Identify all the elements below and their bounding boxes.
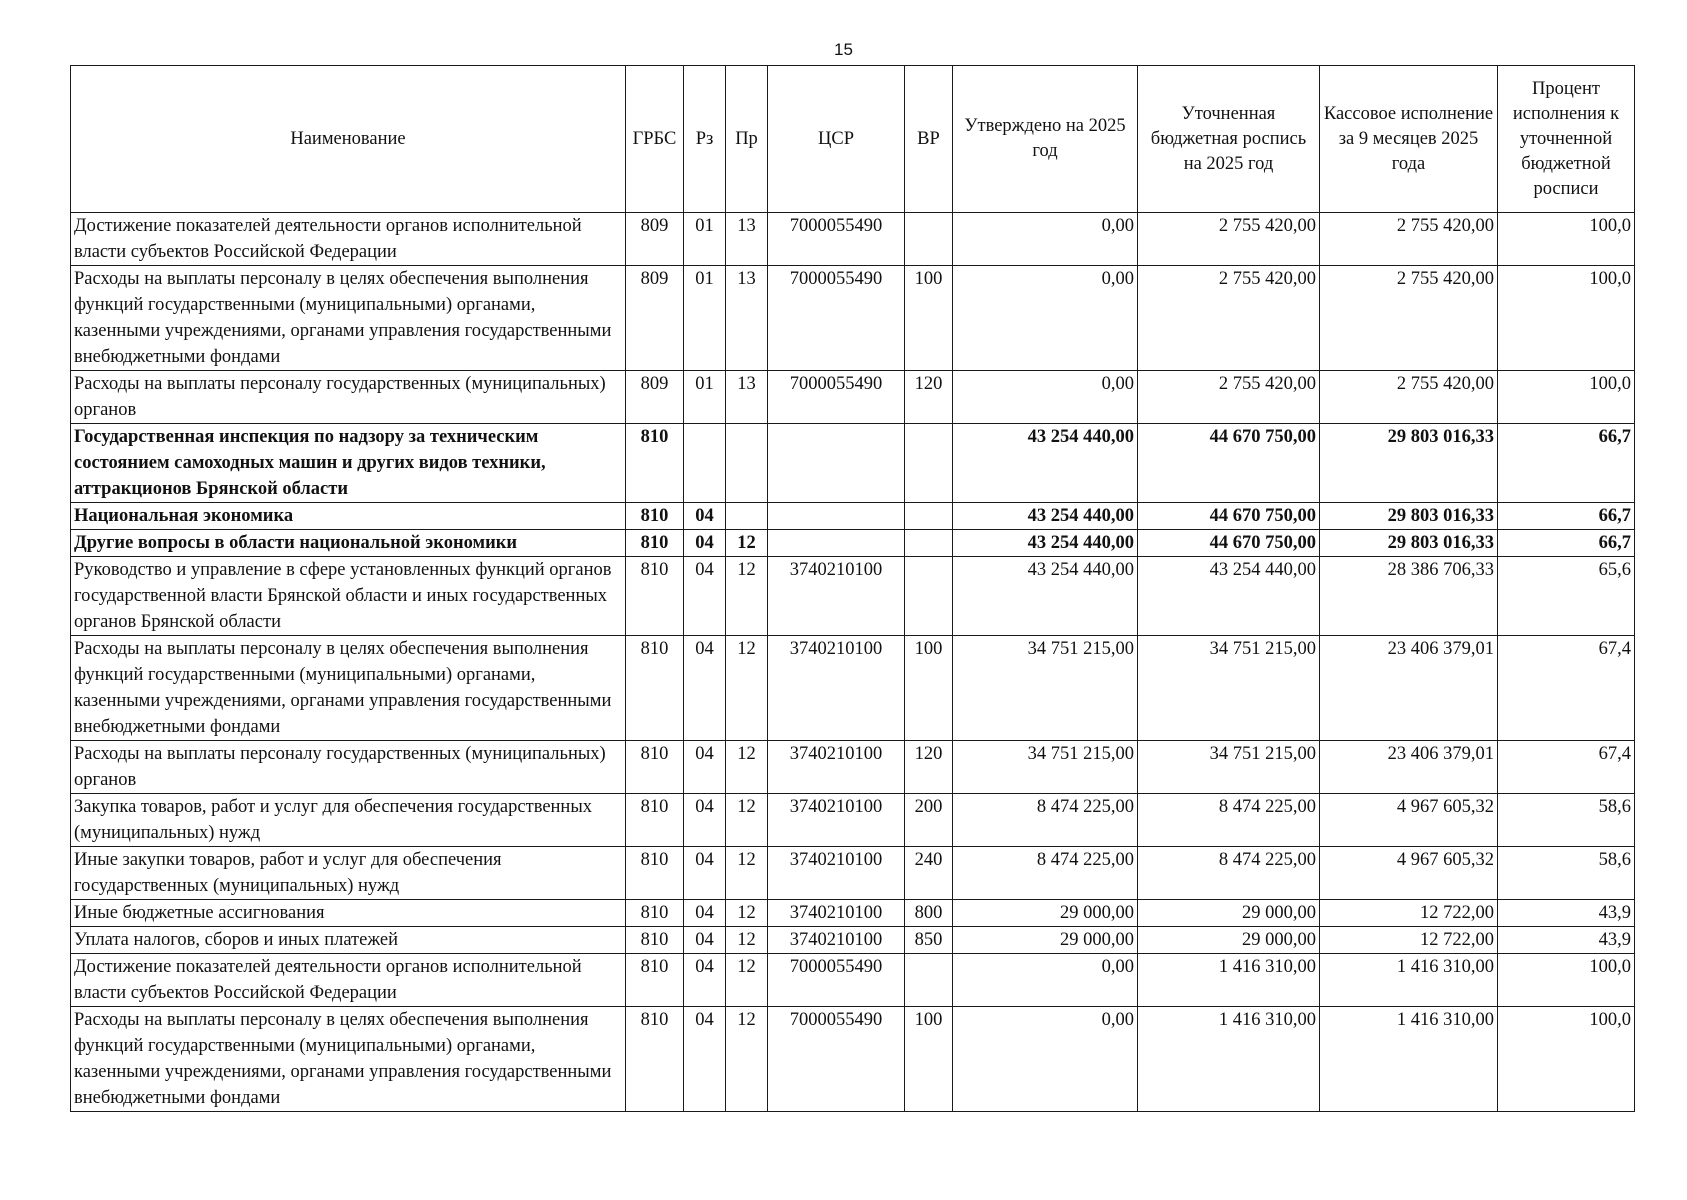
cell-rz: 01 [684,213,726,266]
cell-clarified: 44 670 750,00 [1138,424,1320,503]
header-clarified: Уточненная бюджетная роспись на 2025 год [1138,66,1320,213]
cell-csr: 3740210100 [768,794,905,847]
cell-grbs: 810 [626,636,684,741]
cell-name: Закупка товаров, работ и услуг для обеспечения государственных (муниципальных) нужд [71,794,626,847]
cell-grbs: 810 [626,557,684,636]
cell-pr: 12 [726,847,768,900]
cell-approved: 43 254 440,00 [953,424,1138,503]
cell-pr: 12 [726,1007,768,1112]
cell-csr: 7000055490 [768,371,905,424]
cell-vr [905,557,953,636]
cell-pr [726,424,768,503]
cell-csr: 7000055490 [768,266,905,371]
cell-csr: 7000055490 [768,954,905,1007]
table-header-row [71,66,1635,213]
cell-name: Руководство и управление в сфере установленных функций органов государственной власти Брянской области и иных государственных органов Брянской области [71,557,626,636]
cell-csr: 3740210100 [768,741,905,794]
cell-clarified: 1 416 310,00 [1138,1007,1320,1112]
cell-grbs: 810 [626,1007,684,1112]
cell-approved: 0,00 [953,371,1138,424]
cell-vr [905,954,953,1007]
cell-vr: 240 [905,847,953,900]
cell-rz: 04 [684,530,726,557]
cell-percent: 67,4 [1498,636,1635,741]
cell-pr: 13 [726,266,768,371]
cell-clarified: 8 474 225,00 [1138,847,1320,900]
header-grbs: ГРБС [626,66,684,213]
cell-approved: 34 751 215,00 [953,741,1138,794]
cell-csr: 7000055490 [768,213,905,266]
cell-name: Достижение показателей деятельности органов исполнительной власти субъектов Российской Федерации [71,954,626,1007]
cell-percent: 65,6 [1498,557,1635,636]
cell-percent: 43,9 [1498,927,1635,954]
cell-vr: 100 [905,636,953,741]
cell-vr [905,530,953,557]
cell-rz: 04 [684,954,726,1007]
cell-rz: 04 [684,900,726,927]
cell-approved: 0,00 [953,213,1138,266]
cell-csr: 3740210100 [768,847,905,900]
cell-pr: 13 [726,213,768,266]
cell-clarified: 2 755 420,00 [1138,266,1320,371]
cell-csr [768,503,905,530]
cell-grbs: 809 [626,213,684,266]
cell-percent: 100,0 [1498,266,1635,371]
cell-name: Расходы на выплаты персоналу в целях обеспечения выполнения функций государственными (муниципальными) органами, казенными учреждениями, органами управления государственными внебюджетными фондами [71,1007,626,1112]
cell-name: Расходы на выплаты персоналу государственных (муниципальных) органов [71,741,626,794]
header-approved: Утверждено на 2025 год [953,66,1138,213]
cell-csr: 3740210100 [768,927,905,954]
cell-vr: 100 [905,266,953,371]
header-rz: Рз [684,66,726,213]
cell-csr: 3740210100 [768,636,905,741]
cell-rz [684,424,726,503]
header-name: Наименование [71,66,626,213]
cell-cash: 28 386 706,33 [1320,557,1498,636]
cell-name: Достижение показателей деятельности органов исполнительной власти субъектов Российской Федерации [71,213,626,266]
cell-rz: 01 [684,266,726,371]
header-percent: Процент исполнения к уточненной бюджетной росписи [1498,66,1635,213]
cell-name: Расходы на выплаты персоналу в целях обеспечения выполнения функций государственными (муниципальными) органами, казенными учреждениями, органами управления государственными внебюджетными фондами [71,636,626,741]
header-pr: Пр [726,66,768,213]
cell-vr: 800 [905,900,953,927]
cell-grbs: 810 [626,847,684,900]
cell-percent: 66,7 [1498,530,1635,557]
cell-cash: 23 406 379,01 [1320,741,1498,794]
cell-grbs: 810 [626,900,684,927]
cell-vr: 120 [905,371,953,424]
cell-rz: 04 [684,557,726,636]
table-row [71,266,1635,371]
cell-rz: 04 [684,503,726,530]
cell-grbs: 810 [626,927,684,954]
cell-cash: 1 416 310,00 [1320,954,1498,1007]
cell-approved: 43 254 440,00 [953,530,1138,557]
cell-approved: 0,00 [953,266,1138,371]
cell-percent: 66,7 [1498,503,1635,530]
cell-clarified: 44 670 750,00 [1138,503,1320,530]
table-row [71,741,1635,794]
cell-csr: 3740210100 [768,557,905,636]
cell-name: Иные бюджетные ассигнования [71,900,626,927]
table-row [71,954,1635,1007]
cell-grbs: 809 [626,371,684,424]
table-row [71,557,1635,636]
cell-cash: 1 416 310,00 [1320,1007,1498,1112]
cell-cash: 2 755 420,00 [1320,266,1498,371]
cell-name: Расходы на выплаты персоналу государственных (муниципальных) органов [71,371,626,424]
cell-percent: 100,0 [1498,1007,1635,1112]
cell-grbs: 809 [626,266,684,371]
cell-rz: 04 [684,636,726,741]
cell-pr: 12 [726,636,768,741]
cell-clarified: 29 000,00 [1138,900,1320,927]
cell-approved: 43 254 440,00 [953,557,1138,636]
cell-cash: 2 755 420,00 [1320,213,1498,266]
cell-clarified: 2 755 420,00 [1138,213,1320,266]
cell-rz: 04 [684,927,726,954]
cell-pr: 12 [726,927,768,954]
table-row [71,794,1635,847]
cell-cash: 12 722,00 [1320,927,1498,954]
cell-cash: 23 406 379,01 [1320,636,1498,741]
cell-grbs: 810 [626,741,684,794]
cell-grbs: 810 [626,954,684,1007]
cell-cash: 2 755 420,00 [1320,371,1498,424]
cell-rz: 04 [684,847,726,900]
cell-vr: 120 [905,741,953,794]
cell-vr: 200 [905,794,953,847]
cell-approved: 0,00 [953,954,1138,1007]
table-row [71,636,1635,741]
cell-vr [905,424,953,503]
table-row-total [71,530,1635,557]
cell-grbs: 810 [626,424,684,503]
header-cash: Кассовое исполнение за 9 месяцев 2025 года [1320,66,1498,213]
table-row-total [71,424,1635,503]
table-row [71,1007,1635,1112]
cell-pr: 12 [726,741,768,794]
cell-clarified: 34 751 215,00 [1138,636,1320,741]
cell-grbs: 810 [626,530,684,557]
cell-cash: 29 803 016,33 [1320,424,1498,503]
cell-pr: 13 [726,371,768,424]
cell-percent: 58,6 [1498,847,1635,900]
cell-vr: 100 [905,1007,953,1112]
cell-name: Государственная инспекция по надзору за техническим состоянием самоходных машин и других видов техники, аттракционов Брянской области [71,424,626,503]
cell-clarified: 29 000,00 [1138,927,1320,954]
cell-rz: 04 [684,794,726,847]
cell-name: Иные закупки товаров, работ и услуг для обеспечения государственных (муниципальных) нужд [71,847,626,900]
table-row [71,213,1635,266]
cell-approved: 29 000,00 [953,900,1138,927]
cell-csr: 7000055490 [768,1007,905,1112]
cell-csr [768,530,905,557]
header-csr: ЦСР [768,66,905,213]
cell-approved: 34 751 215,00 [953,636,1138,741]
cell-rz: 01 [684,371,726,424]
cell-rz: 04 [684,1007,726,1112]
page-number: 15 [834,40,853,59]
cell-percent: 67,4 [1498,741,1635,794]
cell-vr [905,503,953,530]
table-row [71,900,1635,927]
cell-cash: 29 803 016,33 [1320,503,1498,530]
cell-name: Национальная экономика [71,503,626,530]
cell-percent: 66,7 [1498,424,1635,503]
cell-percent: 100,0 [1498,213,1635,266]
cell-cash: 4 967 605,32 [1320,794,1498,847]
cell-clarified: 34 751 215,00 [1138,741,1320,794]
header-vr: ВР [905,66,953,213]
budget-execution-table [70,65,1635,1112]
cell-name: Уплата налогов, сборов и иных платежей [71,927,626,954]
cell-grbs: 810 [626,503,684,530]
cell-cash: 29 803 016,33 [1320,530,1498,557]
cell-percent: 58,6 [1498,794,1635,847]
cell-vr: 850 [905,927,953,954]
cell-cash: 12 722,00 [1320,900,1498,927]
cell-cash: 4 967 605,32 [1320,847,1498,900]
cell-rz: 04 [684,741,726,794]
cell-clarified: 43 254 440,00 [1138,557,1320,636]
cell-pr: 12 [726,900,768,927]
cell-csr: 3740210100 [768,900,905,927]
cell-vr [905,213,953,266]
cell-clarified: 44 670 750,00 [1138,530,1320,557]
cell-clarified: 2 755 420,00 [1138,371,1320,424]
cell-approved: 0,00 [953,1007,1138,1112]
cell-approved: 29 000,00 [953,927,1138,954]
cell-pr [726,503,768,530]
cell-name: Расходы на выплаты персоналу в целях обеспечения выполнения функций государственными (муниципальными) органами, казенными учреждениями, органами управления государственными внебюджетными фондами [71,266,626,371]
cell-percent: 100,0 [1498,371,1635,424]
cell-pr: 12 [726,954,768,1007]
cell-name: Другие вопросы в области национальной экономики [71,530,626,557]
cell-approved: 8 474 225,00 [953,794,1138,847]
table-row-total [71,503,1635,530]
cell-clarified: 8 474 225,00 [1138,794,1320,847]
table-row [71,371,1635,424]
cell-approved: 8 474 225,00 [953,847,1138,900]
cell-clarified: 1 416 310,00 [1138,954,1320,1007]
cell-csr [768,424,905,503]
table-row [71,927,1635,954]
cell-grbs: 810 [626,794,684,847]
cell-pr: 12 [726,557,768,636]
cell-approved: 43 254 440,00 [953,503,1138,530]
cell-percent: 43,9 [1498,900,1635,927]
cell-percent: 100,0 [1498,954,1635,1007]
cell-pr: 12 [726,530,768,557]
cell-pr: 12 [726,794,768,847]
table-row [71,847,1635,900]
